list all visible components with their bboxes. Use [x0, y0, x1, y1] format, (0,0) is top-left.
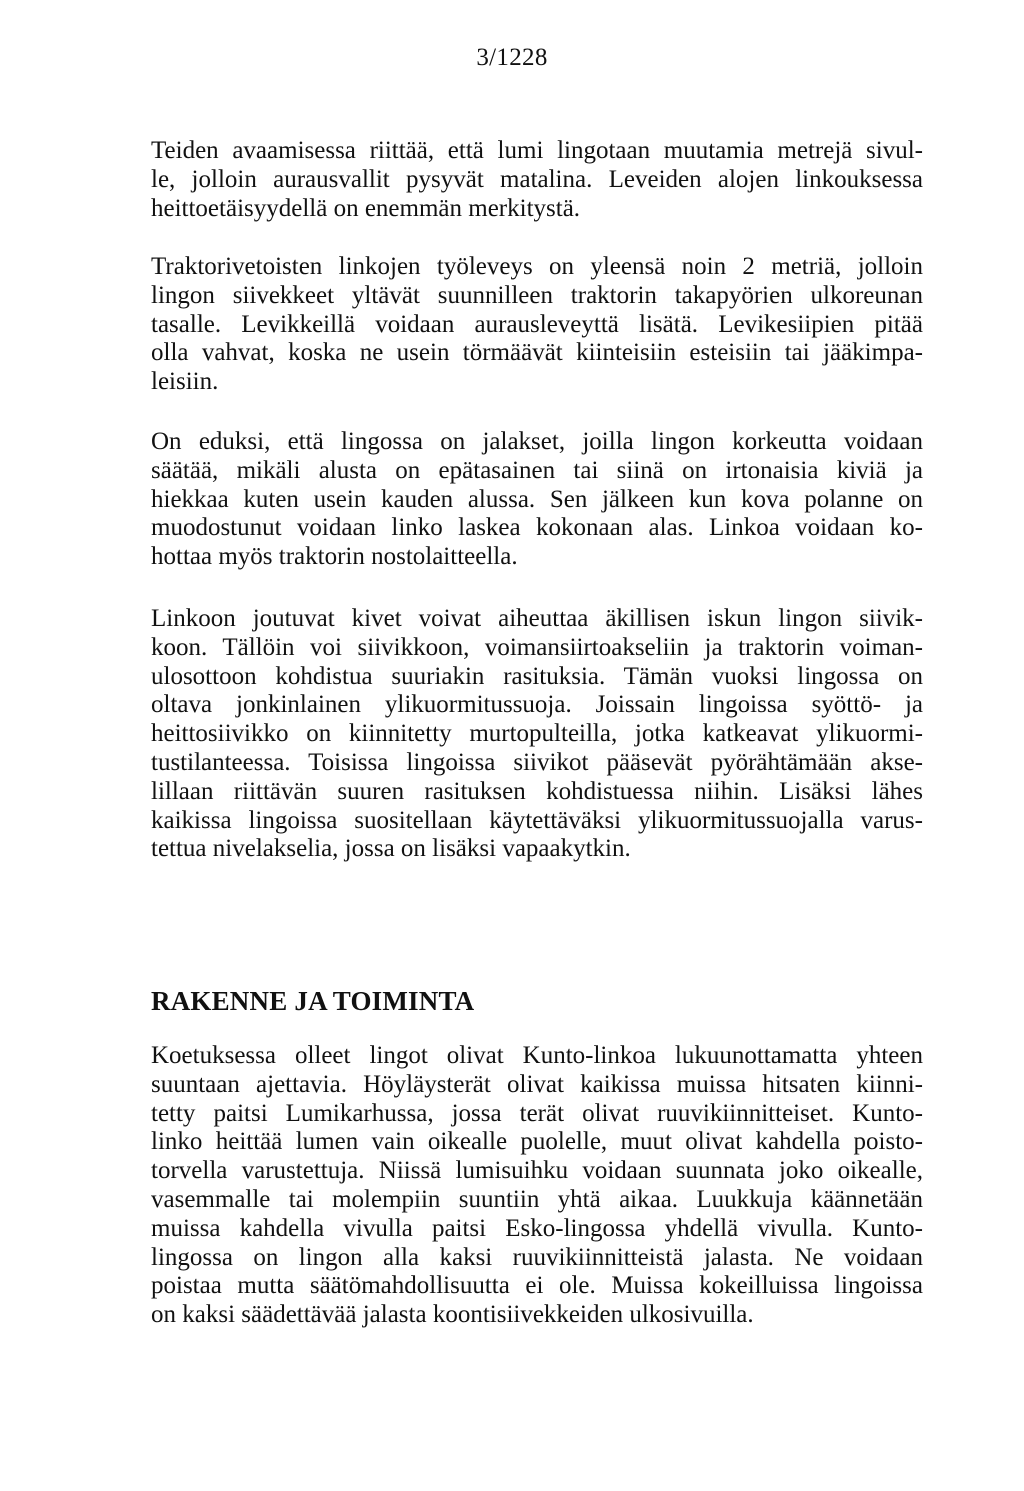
text-line: Traktorivetoisten linkojen työleveys on yleensä noin 2 metriä, jolloin: [151, 253, 923, 280]
paragraph-1: [151, 137, 923, 223]
text-line: muodostunut voidaan linko laskea kokonaan alas. Linkoa voidaan ko-: [151, 514, 923, 542]
paragraph-3: [151, 428, 923, 572]
text-line: kaikissa lingoissa suositellaan käytettäväksi ylikuormitussuojalla varus-: [151, 806, 923, 834]
text-line: linko heittää lumen vain oikealle puolelle, muut olivat kahdella poisto-: [151, 1128, 923, 1156]
text-line: olla vahvat, koska ne usein törmäävät kiinteisiin esteisiin tai jääkimpa-: [151, 339, 923, 367]
section-paragraph: [151, 1042, 923, 1330]
text-line: vasemmalle tai molempiin suuntiin yhtä aikaa. Luukkuja käännetään: [151, 1185, 923, 1213]
text-line: hottaa myös traktorin nostolaitteella.: [151, 543, 518, 571]
text-line: tasalle. Levikkeillä voidaan aurausleveyttä lisätä. Levikesiipien pitää: [151, 310, 923, 338]
page-number: 3/1228: [476, 44, 548, 71]
text-line: on kaksi säädettävää jalasta koontisiivekkeiden ulkosivuilla.: [151, 1301, 754, 1329]
text-line: Linkoon joutuvat kivet voivat aiheuttaa äkillisen iskun lingon siivik-: [151, 605, 923, 632]
text-line: torvella varustettuja. Niissä lumisuihku voidaan suunnata joko oikealle,: [151, 1157, 923, 1185]
text-line: heittoetäisyydellä on enemmän merkitystä.: [151, 194, 581, 222]
text-line: lillaan riittävän suuren rasituksen kohdistuessa niihin. Lisäksi lähes: [151, 777, 923, 805]
text-line: tustilanteessa. Toisissa lingoissa siivikot pääsevät pyörähtämään akse-: [151, 748, 923, 776]
text-line: Teiden avaamisessa riittää, että lumi lingotaan muutamia metrejä sivul-: [151, 137, 923, 164]
text-line: koon. Tällöin voi siivikkoon, voimansiirtoakseliin ja traktorin voiman-: [151, 633, 923, 661]
text-line: ulosottoon kohdistua suuriakin rasituksia. Tämän vuoksi lingossa on: [151, 662, 923, 690]
text-line: On eduksi, että lingossa on jalakset, joilla lingon korkeutta voidaan: [151, 428, 923, 455]
paragraph-4: [151, 605, 923, 864]
text-line: lingon siivekkeet yltävät suunnilleen traktorin takapyörien ulkoreunan: [151, 281, 923, 309]
text-line: suuntaan ajettavia. Höyläysterät olivat kaikissa muissa hitsaten kiinni-: [151, 1070, 923, 1098]
text-line: muissa kahdella vivulla paitsi Esko-lingossa yhdellä vivulla. Kunto-: [151, 1214, 923, 1242]
text-line: säätää, mikäli alusta on epätasainen tai siinä on irtonaisia kiviä ja: [151, 456, 923, 484]
text-line: Koetuksessa olleet lingot olivat Kunto-linkoa lukuunottamatta yhteen: [151, 1042, 923, 1069]
section-heading: RAKENNE JA TOIMINTA: [151, 986, 475, 1016]
text-line: hiekkaa kuten usein kauden alussa. Sen jälkeen kun kova polanne on: [151, 485, 923, 513]
paragraph-2: [151, 253, 923, 397]
text-line: oltava jonkinlainen ylikuormitussuoja. Joissain lingoissa syöttö- ja: [151, 691, 923, 719]
text-line: le, jolloin aurausvallit pysyvät matalina. Leveiden alojen linkouksessa: [151, 165, 923, 193]
text-line: tettua nivelakselia, jossa on lisäksi vapaakytkin.: [151, 835, 631, 863]
text-line: poistaa mutta säätömahdollisuutta ei ole. Muissa kokeilluissa lingoissa: [151, 1272, 923, 1300]
text-line: heittosiivikko on kiinnitetty murtopulteilla, jotka katkeavat ylikuormi-: [151, 720, 923, 748]
text-line: leisiin.: [151, 368, 219, 396]
text-line: tetty paitsi Lumikarhussa, jossa terät olivat ruuvikiinnitteiset. Kunto-: [151, 1099, 923, 1127]
text-line: lingossa on lingon alla kaksi ruuvikiinnitteistä jalasta. Ne voidaan: [151, 1243, 923, 1271]
